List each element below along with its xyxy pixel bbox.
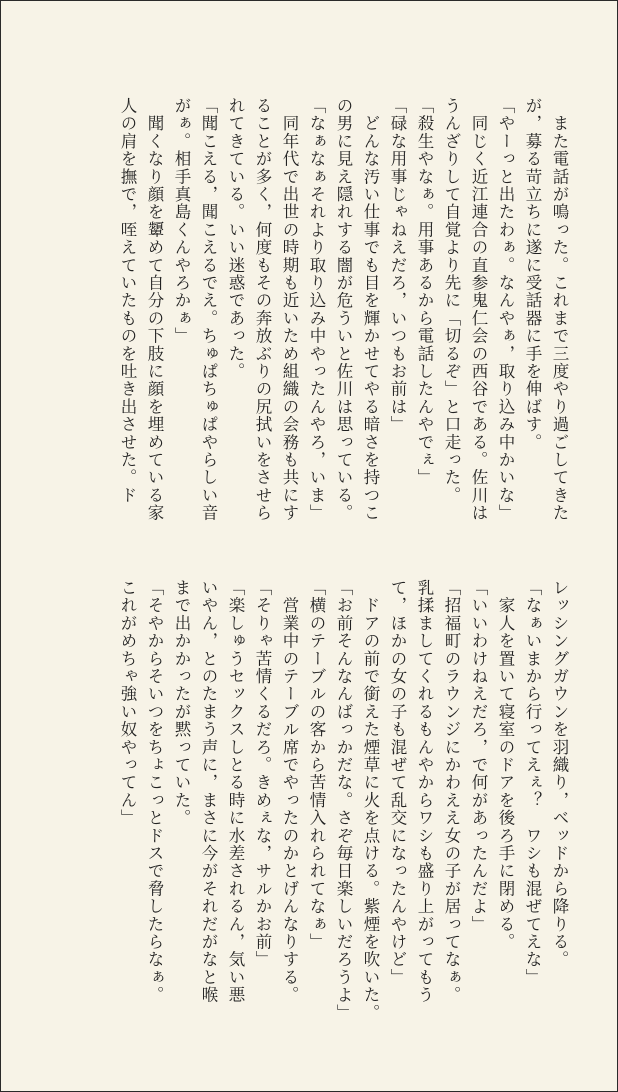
text-line: 「いいわけねえだろ，で何があったんだよ」: [469, 579, 488, 933]
text-line: ることが多く，何度もその奔放ぶりの尻拭いをさせら: [253, 97, 272, 522]
text-line: 「なぁいまから行ってえぇ？ ワシも混ぜてえな」: [523, 579, 542, 987]
text-line: 「そりゃ苦情くるだろ。きめぇな，サルかお前」: [253, 579, 272, 969]
text-line: これがめちゃ強い奴やってん」: [118, 579, 137, 827]
text-line: 家人を置いて寝室のドアを後ろ手に閉める。: [496, 579, 515, 951]
text-line: 同年代で出世の時期も近いため組織の会務も共にす: [280, 97, 299, 522]
text-line: ドアの前で銜えた煙草に火を点ける。紫煙を吹いた。: [361, 579, 380, 1022]
text-line: 「殺生やなぁ。用事あるから電話したんやでぇ」: [415, 97, 434, 487]
text-line: 聞くなり顔を顰めて自分の下肢に顔を埋めている家: [145, 97, 164, 522]
text-line: 営業中のテーブル席でやったのかとげんなりする。: [280, 579, 299, 1004]
text-line: うんざりして自覚より先に「切るぞ」と口走った。: [442, 97, 461, 505]
text-line: 「横のテーブルの客から苦情入れられてなぁ」: [307, 579, 326, 951]
text-line: 「碌な用事じゃねえだろ，いつもお前は」: [388, 97, 407, 434]
text-line: 乳揉ましてくれるもんやからワシも盛り上がってもう: [415, 579, 434, 1004]
text-line: がぁ。相手真島くんやろかぁ」: [172, 97, 191, 345]
text-line: 「お前そんなんばっかだな。さぞ毎日楽しいだろうよ」: [334, 579, 353, 1022]
text-line: まで出かかったが黙っていた。: [172, 579, 191, 827]
text-line: レッシングガウンを羽織り，ベッドから降りる。: [550, 579, 569, 969]
text-line: れてきている。いい迷惑であった。: [226, 97, 245, 381]
text-line: 同じく近江連合の直参鬼仁会の西谷である。佐川は: [469, 97, 488, 522]
text-column-bottom: [43, 579, 573, 1039]
text-line: の男に見え隠れする闇が危ういと佐川は思っている。: [334, 97, 353, 522]
text-line: 「そやからそいつをちょこっとドスで脅したらなぁ。: [145, 579, 164, 1004]
text-line: 「聞こえる，聞こえるでえ。ちゅぱちゅぱやらしい音: [199, 97, 218, 522]
text-line: 「楽しゅうセックスしとる時に水差されるん，気い悪: [226, 579, 245, 1004]
text-line: が，募る苛立ちに遂に受話器に手を伸ばす。: [523, 97, 542, 451]
text-line: 人の肩を撫で，咥えていたものを吐き出させた。ド: [118, 97, 137, 505]
text-line: 「やーっと出たわぁ。なんやぁ，取り込み中かいな」: [496, 97, 515, 522]
text-line: どんな汚い仕事でも目を輝かせてやる暗さを持つこ: [361, 97, 380, 522]
text-line: て，ほかの女の子も混ぜて乱交になったんやけど」: [388, 579, 407, 987]
text-line: 「招福町のラウンジにかわええ女の子が居ってなぁ。: [442, 579, 461, 1004]
text-column-top: [43, 97, 573, 557]
text-line: いやん，とのたまう声に，まさに今がそれだがなと喉: [199, 579, 218, 1004]
text-line: 「なぁなぁそれより取り込み中やったんやろ，いま」: [307, 97, 326, 522]
text-line: また電話が鳴った。これまで三度やり過ごしてきた: [550, 97, 569, 522]
